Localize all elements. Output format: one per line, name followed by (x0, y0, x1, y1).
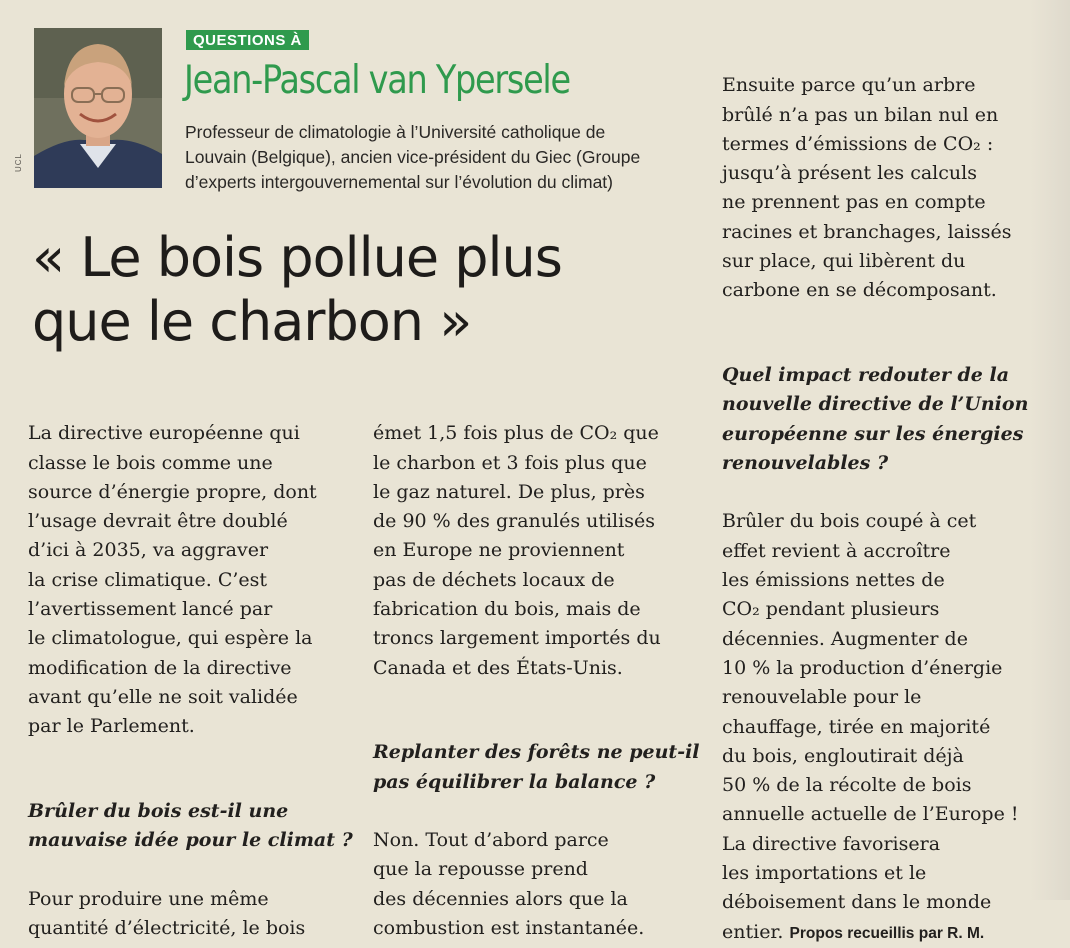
page-edge-shadow (1030, 0, 1070, 900)
photo-credit: UCL (14, 152, 23, 172)
question-3: Quel impact redouter de la nouvelle directive de l’Union européenne sur les énergies renouvelables ? (722, 363, 1029, 474)
paragraph-gap (722, 306, 1057, 332)
question-2: Replanter des forêts ne peut-il pas équilibrer la balance ? (373, 741, 700, 793)
article-column-3 (722, 42, 1057, 948)
answer-2-end: Ensuite parce qu’un arbre brûlé n’a pas un bilan nul en termes d’émissions de CO₂ : jusqu’à présent les calculs ne prennent pas en compte racines et branchages, laissés sur place, qui libèrent du carbone en se décomposant. (722, 74, 1012, 302)
section-badge: QUESTIONS À (186, 30, 309, 50)
answer-1-end: émet 1,5 fois plus de CO₂ que le charbon et 3 fois plus que le gaz naturel. De plus, près de 90 % des granulés utilisés en Europe ne proviennent pas de déchets locaux de fabrication du bois, mais de troncs largement importés du Canada et des États-Unis. (373, 422, 661, 679)
answer-1-start: Pour produire une même quantité d’électricité, le bois (28, 887, 306, 940)
paragraph-gap (28, 742, 358, 768)
article-headline: « Le bois pollue plus que le charbon » (32, 226, 562, 353)
answer-2-start: Non. Tout d’abord parce que la repousse prend des décennies alors que la combustion est instantanée. (373, 829, 645, 940)
signature: Propos recueillis par R. M. (789, 924, 985, 942)
portrait-photo (34, 28, 162, 188)
interviewee-name: Jean-Pascal van Ypersele (184, 58, 570, 103)
question-1: Brûler du bois est-il une mauvaise idée pour le climat ? (28, 799, 353, 852)
intro-paragraph: La directive européenne qui classe le bois comme une source d’énergie propre, dont l’usage devrait être doublé d’ici à 2035, va aggraver la crise climatique. C’est l’avertissement lancé par le climatologue, qui espère la modification de la directive avant qu’elle ne soit validée par le Parlement. (28, 422, 317, 738)
interviewee-bio: Professeur de climatologie à l’Université catholique de Louvain (Belgique), ancien vice-président du Giec (Groupe d’experts intergouvernemental sur l’évolution du climat) (185, 122, 641, 192)
article-column-1 (28, 390, 358, 943)
paragraph-gap (373, 683, 703, 709)
article-column-2 (373, 390, 703, 943)
answer-3: Brûler du bois coupé à cet effet revient à accroître les émissions nettes de CO₂ pendant plusieurs décennies. Augmenter de 10 % la production d’énergie renouvelable pour le chauffage, tirée en majorité du bois, engloutirait déjà 50 % de la récolte de bois annuelle actuelle de l’Europe ! La directive favorisera les importations et le déboisement dans le monde entier. (722, 510, 1019, 943)
